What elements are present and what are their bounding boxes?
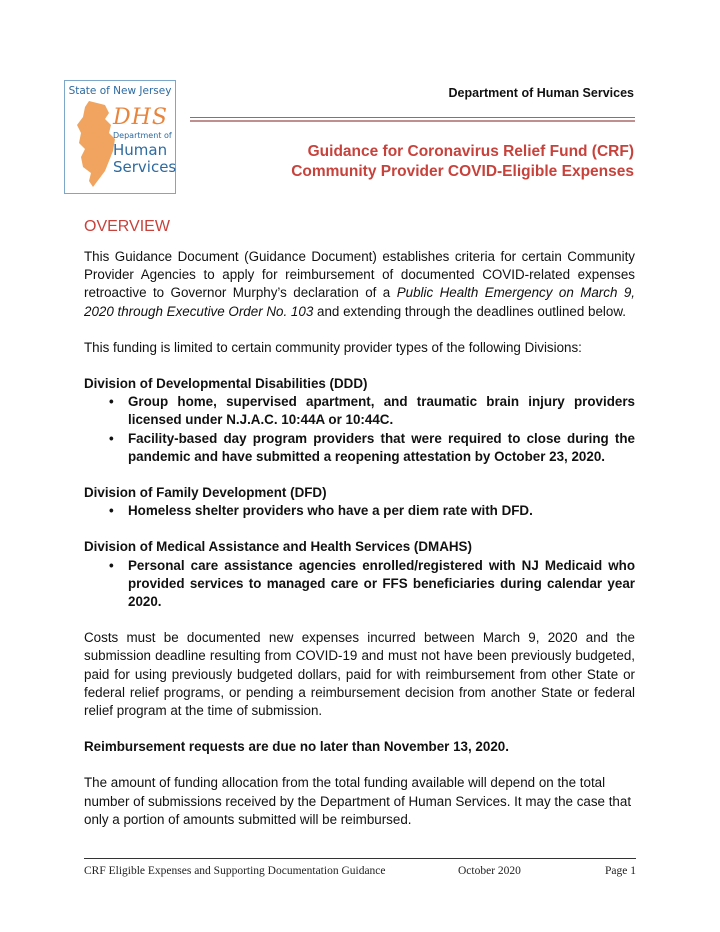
- division-list: [84, 557, 635, 612]
- header-rule-thin: [190, 117, 635, 118]
- division-heading: Division of Medical Assistance and Health Services (DMAHS): [84, 539, 472, 555]
- logo-services-text: Services: [113, 158, 177, 176]
- list-item: • Personal care assistance agencies enrolled/registered with NJ Medicaid who provided services to managed care or FFS beneficiaries during calendar year 2020.: [128, 557, 635, 612]
- footer-page-number: Page 1: [605, 865, 636, 877]
- list-item: • Group home, supervised apartment, and traumatic brain injury providers licensed under N.J.A.C. 10:44A or 10:44C.: [128, 393, 635, 429]
- limited-paragraph: This funding is limited to certain community provider types of the following Divisions:: [84, 339, 582, 355]
- deadline-paragraph: Reimbursement requests are due no later than November 13, 2020.: [84, 739, 509, 755]
- document-body: [84, 248, 635, 847]
- logo-dhs-text: DHS: [113, 105, 168, 130]
- division-list: [84, 502, 635, 520]
- header-rule-thick: [190, 120, 635, 122]
- executive-order-reference: Public Health Emergency on March 9, 2020 through Executive Order No. 103: [84, 285, 635, 319]
- division-heading: Division of Family Development (DFD): [84, 485, 327, 501]
- intro-paragraph: This Guidance Document (Guidance Document) establishes criteria for certain Community Provider Agencies to apply for reimbursement of documented COVID-related expenses retroactive to Governor Murphy’s declaration of a Public Health Emergency on March 9, 2020 through Executive Order No. 103 and extending through the deadlines outlined below.: [84, 249, 635, 319]
- footer-date: October 2020: [458, 865, 521, 877]
- logo-dept-text: Department of: [113, 131, 172, 140]
- list-item: • Homeless shelter providers who have a per diem rate with DFD.: [128, 502, 635, 520]
- logo-human-text: Human: [113, 141, 168, 159]
- department-header: Department of Human Services: [448, 86, 634, 100]
- overview-heading: OVERVIEW: [84, 218, 170, 235]
- division-list: [84, 393, 635, 466]
- dhs-logo: [64, 80, 176, 194]
- title-line-2: Community Provider COVID-Eligible Expenses: [291, 163, 634, 180]
- title-line-1: Guidance for Coronavirus Relief Fund (CRF): [307, 143, 634, 160]
- allocation-paragraph: The amount of funding allocation from the total funding available will depend on the total number of submissions received by the Department of Human Services. It may the case that only a portion of amounts submitted will be reimbursed.: [84, 775, 632, 827]
- document-title: [291, 142, 634, 182]
- division-heading: Division of Developmental Disabilities (DDD): [84, 376, 368, 392]
- list-item: • Facility-based day program providers that were required to close during the pandemic and have submitted a reopening attestation by October 23, 2020.: [128, 430, 635, 466]
- footer-rule: [84, 858, 636, 859]
- logo-state-text: State of New Jersey: [68, 85, 172, 97]
- footer-document-name: CRF Eligible Expenses and Supporting Documentation Guidance: [84, 865, 386, 877]
- costs-paragraph: Costs must be documented new expenses incurred between March 9, 2020 and the submission deadline resulting from COVID-19 and must not have been previously budgeted, paid for using previously budgeted dollars, paid for with reimbursement from other State or federal relief programs, or pending a reimbursement decision from another State or federal relief program at the time of submission.: [84, 630, 635, 719]
